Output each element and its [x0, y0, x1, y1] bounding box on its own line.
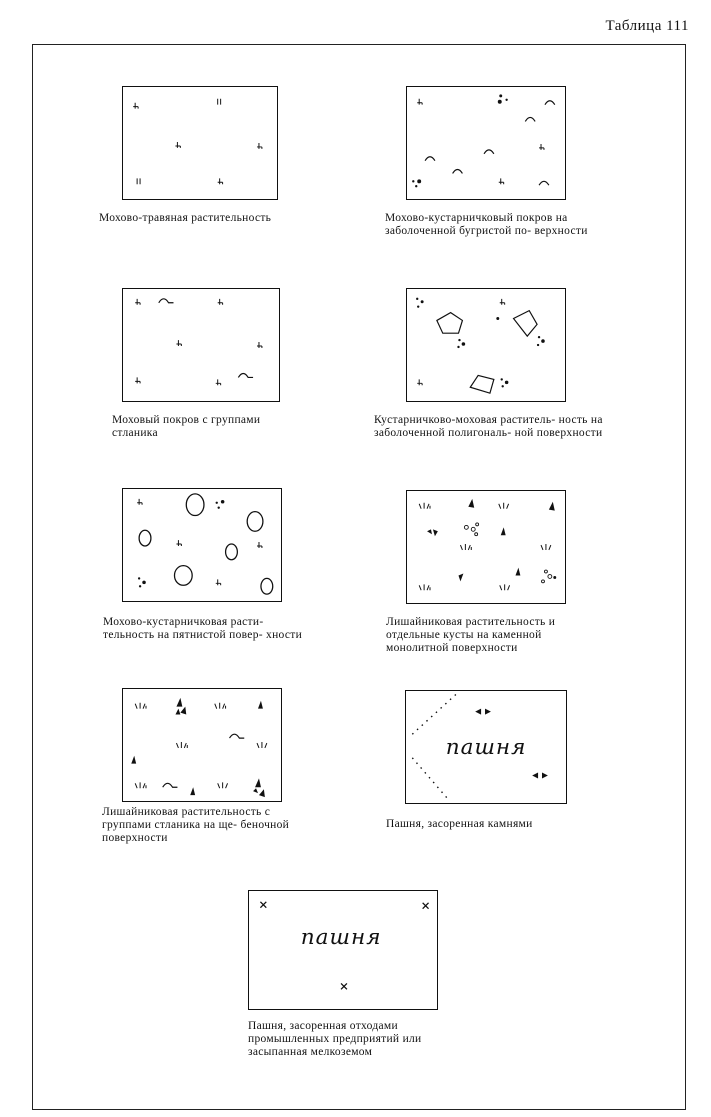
legend-panel-moss-shrub-hummocky	[406, 86, 566, 200]
legend-symbols	[123, 87, 277, 199]
spot-oval-icon	[139, 494, 273, 594]
legend-panel-spotted	[122, 488, 282, 602]
dot-cluster-icon	[416, 298, 545, 388]
shrub-arc-icon	[159, 299, 253, 378]
arable-label: пашня	[445, 734, 527, 760]
moss-grass-icon	[135, 299, 262, 385]
legend-panel-lichen-gravel	[122, 688, 282, 802]
legend-panel-polygonal	[406, 288, 566, 402]
moss-grass-icon	[417, 99, 544, 184]
dot-cluster-icon	[412, 94, 508, 187]
bush-triangle-icon	[131, 698, 265, 797]
moss-grass-icon	[133, 99, 262, 184]
legend-panel-arable-waste	[248, 890, 438, 1010]
legend-caption: Пашня, засоренная отходами промышленных предприятий или засыпанная мелкоземом	[248, 1020, 422, 1058]
legend-caption: Моховый покров с группами стланика	[112, 414, 261, 439]
shrub-arc-icon	[163, 734, 245, 787]
legend-caption: Лишайниковая растительность и отдельные кусты на каменной монолитной поверхности	[386, 616, 556, 654]
page-header: Таблица 111	[605, 18, 689, 34]
legend-panel-arable-stones	[405, 690, 567, 804]
legend-symbols	[123, 289, 279, 401]
legend-symbols	[407, 87, 565, 199]
legend-caption: Кустарничково-моховая раститель- ность на заболоченной полигональ- ной поверхности	[374, 414, 603, 439]
bush-triangle-icon	[427, 499, 555, 582]
legend-symbols	[407, 289, 565, 401]
dot-cluster-icon	[553, 576, 556, 579]
moss-grass-icon	[417, 299, 504, 385]
legend-caption: Мохово-кустарничковая расти- тельность на пятнистой повер- хности	[103, 616, 303, 641]
legend-panel-moss-grass	[122, 86, 278, 200]
legend-caption: Мохово-травяная растительность	[99, 212, 272, 224]
legend-symbols	[407, 491, 565, 603]
legend-caption: Лишайниковая растительность с группами стланика на ще- беночной поверхности	[102, 806, 290, 844]
moss-grass-icon	[137, 499, 262, 585]
legend-panel-moss-stlanik	[122, 288, 280, 402]
legend-symbols	[406, 691, 566, 803]
legend-panel-lichen-monolithic	[406, 490, 566, 604]
legend-symbols	[123, 689, 281, 801]
legend-symbols	[249, 891, 437, 1009]
lichen-icon	[419, 503, 551, 590]
stone-icon	[464, 523, 551, 583]
lichen-icon	[135, 703, 267, 788]
legend-caption: Мохово-кустарничковый покров на заболоченной бугристой по- верхности	[385, 212, 588, 237]
legend-symbols	[123, 489, 281, 601]
shrub-arc-icon	[425, 101, 555, 185]
arable-label: пашня	[300, 925, 382, 951]
polygon-icon	[437, 311, 537, 394]
legend-caption: Пашня, засоренная камнями	[386, 818, 533, 830]
